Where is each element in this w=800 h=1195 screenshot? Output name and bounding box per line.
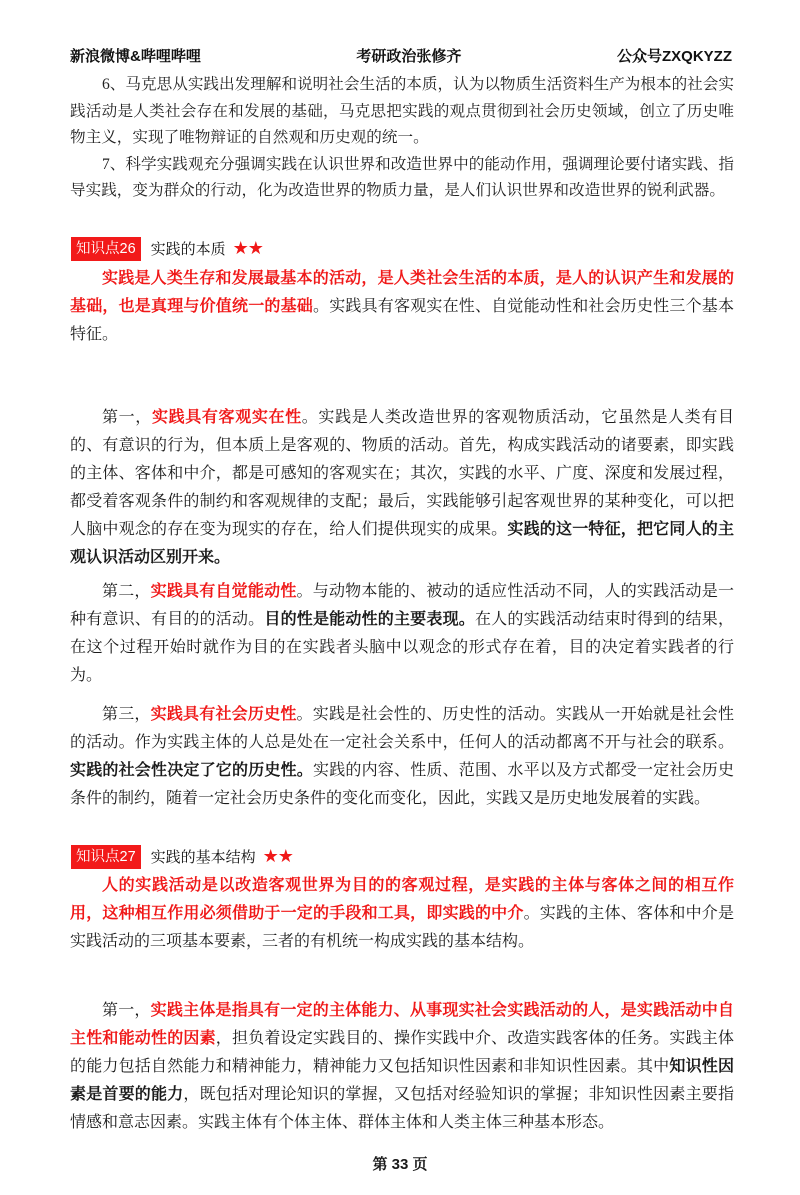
text-segment: ，既包括对理论知识的掌握，又包括对经验知识的掌握；非知识性因素主要指情感和意志因素。实践主体有个体主体、群体主体和人类主体三种基本形态。 xyxy=(70,1085,734,1131)
text-segment: 。实践是人类改造世界的客观物质活动，它虽然是人类有目的、有意识的行为，但本质上是客观的、物质的活动。首先，构成实践活动的诸要素，即实践的主体、客体和中介，都是可感知的客观实在；其次，实践的水平、广度、深度和发展过程，都受着客观条件的制约和客观规律的支配；最后，实践能够引起客观世界的某种变化，可以把人脑中观念的存在变为现实的存在，给人们提供现实的成果。 xyxy=(70,408,734,538)
header-right: 公众号ZXQKYZZ xyxy=(616,48,732,65)
highlighted-text: 实践是人类生存和发展最基本的活动，是人类社会生活的本质，是人的认识产生和发展的基础，也是真理与价值统一的基础 xyxy=(70,269,734,315)
paragraph xyxy=(70,872,734,956)
page-number: 第 33 页 xyxy=(372,1155,428,1173)
knowledge-point-title: 实践的本质 xyxy=(150,241,226,258)
text-segment: 第一， xyxy=(102,408,152,426)
highlighted-text: 实践具有自觉能动性 xyxy=(150,582,297,600)
text-segment: 实践的内容、性质、范围、水平以及方式都受一定社会历史条件的制约，随着一定社会历史条件的变化而变化，因此，实践又是历史地发展着的实践。 xyxy=(70,761,734,807)
text-segment: 在人的实践活动结束时得到的结果，在这个过程开始时就作为目的在实践者头脑中以观念的形式存在着，目的决定着实践者的行为。 xyxy=(70,610,734,684)
text-segment: 第二， xyxy=(102,582,151,600)
knowledge-point-26-heading xyxy=(71,237,734,261)
header-left: 新浪微博&哔哩哔哩 xyxy=(70,48,201,65)
bold-text: 实践的这一特征，把它同人的主观认识活动区别开来。 xyxy=(70,520,734,566)
text-segment: 。与动物本能的、被动的适应性活动不同，人的实践活动是一种有意识、有目的的活动。 xyxy=(70,582,734,628)
paragraph xyxy=(70,72,734,152)
bold-text: 实践的社会性决定了它的历史性。 xyxy=(70,761,313,779)
highlighted-text: 人的实践活动是以改造客观世界为目的的客观过程，是实践的主体与客体之间的相互作用，这种相互作用必须借助于一定的手段和工具，即实践的中介 xyxy=(70,876,734,922)
text-segment: 第三， xyxy=(102,705,151,723)
bold-text: 知识性因素是首要的能力 xyxy=(70,1057,734,1103)
text-segment: ，担负着设定实践目的、操作实践中介、改造实践客体的任务。实践主体的能力包括自然能力和精神能力，精神能力又包括知识性因素和非知识性因素。其中 xyxy=(70,1029,734,1075)
knowledge-point-title: 实践的基本结构 xyxy=(150,849,256,866)
bold-text: 目的性是能动性的主要表现。 xyxy=(264,610,475,628)
text-segment: 。实践的主体、客体和中介是实践活动的三项基本要素，三者的有机统一构成实践的基本结构。 xyxy=(70,904,734,950)
paragraph xyxy=(70,701,734,813)
star-rating-icon: ★★ xyxy=(262,846,293,866)
page-body xyxy=(70,0,734,1195)
text-segment: 第一， xyxy=(102,1001,151,1019)
header-center: 考研政治张修齐 xyxy=(356,48,462,65)
paragraph xyxy=(70,265,734,349)
text-segment: 。实践具有客观实在性、自觉能动性和社会历史性三个基本特征。 xyxy=(70,297,734,343)
knowledge-point-badge: 知识点26 xyxy=(71,237,141,261)
paragraph xyxy=(70,404,734,572)
paragraph xyxy=(70,578,734,690)
knowledge-point-badge: 知识点27 xyxy=(71,845,141,869)
highlighted-text: 实践具有社会历史性 xyxy=(150,705,297,723)
paragraph xyxy=(70,152,734,205)
text-segment: 。实践是社会性的、历史性的活动。实践从一开始就是社会性的活动。作为实践主体的人总是处在一定社会关系中，任何人的活动都离不开与社会的联系。 xyxy=(70,705,734,751)
knowledge-point-27-heading xyxy=(71,845,734,869)
highlighted-text: 实践具有客观实在性 xyxy=(151,408,302,426)
text-segment: 6、马克思从实践出发理解和说明社会生活的本质，认为以物质生活资料生产为根本的社会实践活动是人类社会存在和发展的基础，马克思把实践的观点贯彻到社会历史领域，创立了历史唯物主义，实现了唯物辩证的自然观和历史观的统一。 xyxy=(70,76,734,146)
paragraph xyxy=(70,997,734,1137)
text-segment: 7、科学实践观充分强调实践在认识世界和改造世界中的能动作用，强调理论要付诸实践、指导实践，变为群众的行动，化为改造世界的物质力量，是人们认识世界和改造世界的锐利武器。 xyxy=(70,155,734,199)
highlighted-text: 实践主体是指具有一定的主体能力、从事现实社会实践活动的人，是实践活动中自主性和能动性的因素 xyxy=(70,1001,734,1047)
star-rating-icon: ★★ xyxy=(232,238,263,258)
